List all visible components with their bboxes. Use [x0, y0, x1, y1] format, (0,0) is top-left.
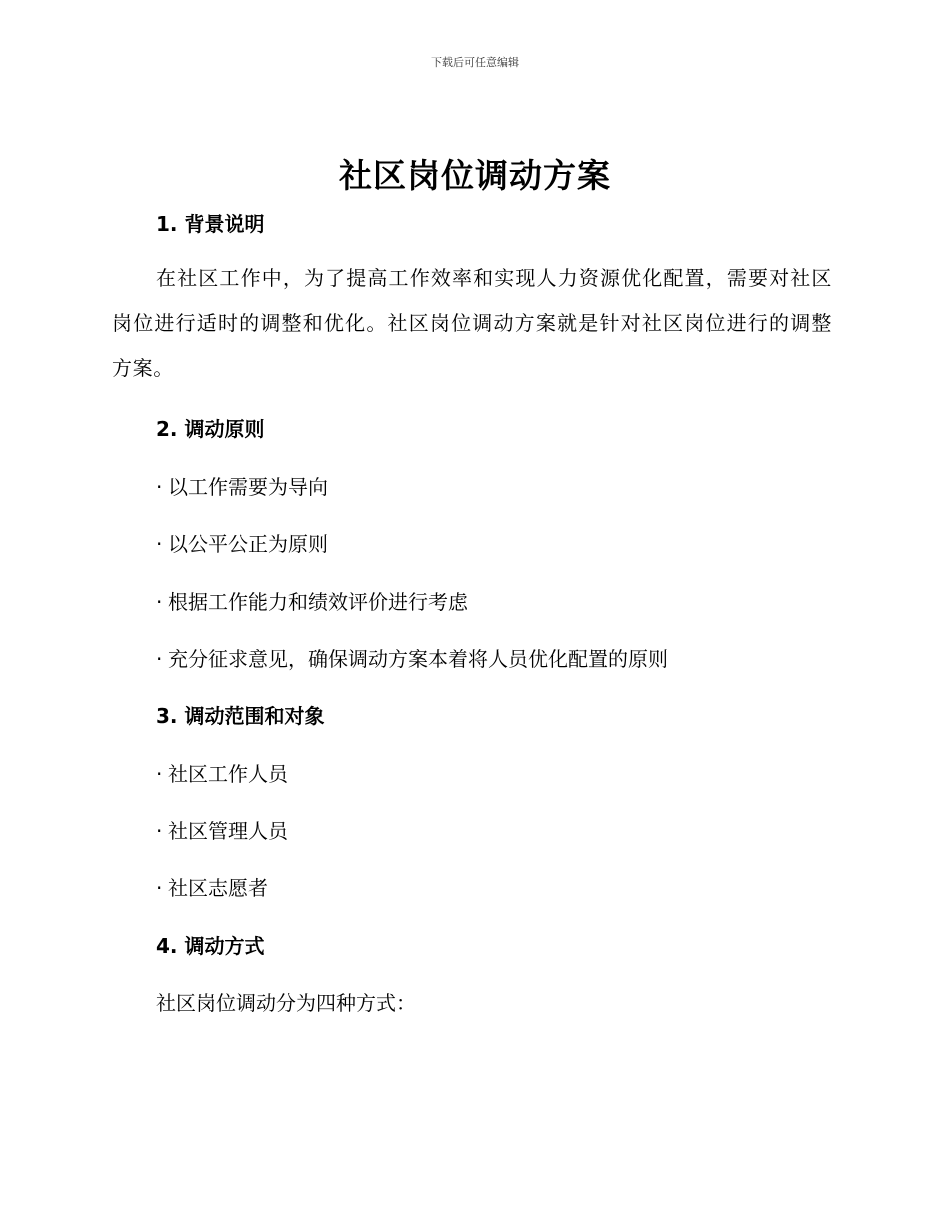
list-item [156, 643, 668, 672]
bullet-marker: · [156, 819, 163, 843]
page-header: 下载后可任意编辑 [431, 56, 519, 69]
list-item [156, 471, 328, 500]
bullet-marker: · [156, 647, 163, 671]
bullet-marker: · [156, 590, 163, 614]
section-heading-background: 1. 背景说明 [156, 212, 265, 236]
section-heading-methods: 4. 调动方式 [156, 934, 265, 958]
section-heading-principles: 2. 调动原则 [156, 417, 265, 441]
document-title: 社区岗位调动方案 [339, 156, 611, 195]
list-item [156, 872, 268, 901]
list-item [156, 815, 288, 844]
bullet-marker: · [156, 532, 163, 556]
section-heading-scope: 3. 调动范围和对象 [156, 704, 325, 728]
list-item [156, 758, 288, 787]
list-item-text: 根据工作能力和绩效评价进行考虑 [168, 590, 468, 614]
list-item-text: 以工作需要为导向 [168, 475, 328, 499]
list-item-text: 社区志愿者 [168, 876, 268, 900]
list-item-text: 社区管理人员 [168, 819, 288, 843]
list-item-text: 以公平公正为原则 [168, 532, 328, 556]
bullet-marker: · [156, 475, 163, 499]
bullet-marker: · [156, 762, 163, 786]
list-item-text: 社区工作人员 [168, 762, 288, 786]
methods-intro-text: 社区岗位调动分为四种方式： [156, 991, 416, 1015]
background-paragraph: 在社区工作中，为了提高工作效率和实现人力资源优化配置，需要对社区岗位进行适时的调整和优化。社区岗位调动方案就是针对社区岗位进行的调整方案。 [112, 266, 832, 380]
list-item-text: 充分征求意见，确保调动方案本着将人员优化配置的原则 [168, 647, 668, 671]
list-item [156, 586, 468, 615]
bullet-marker: · [156, 876, 163, 900]
list-item [156, 528, 328, 557]
